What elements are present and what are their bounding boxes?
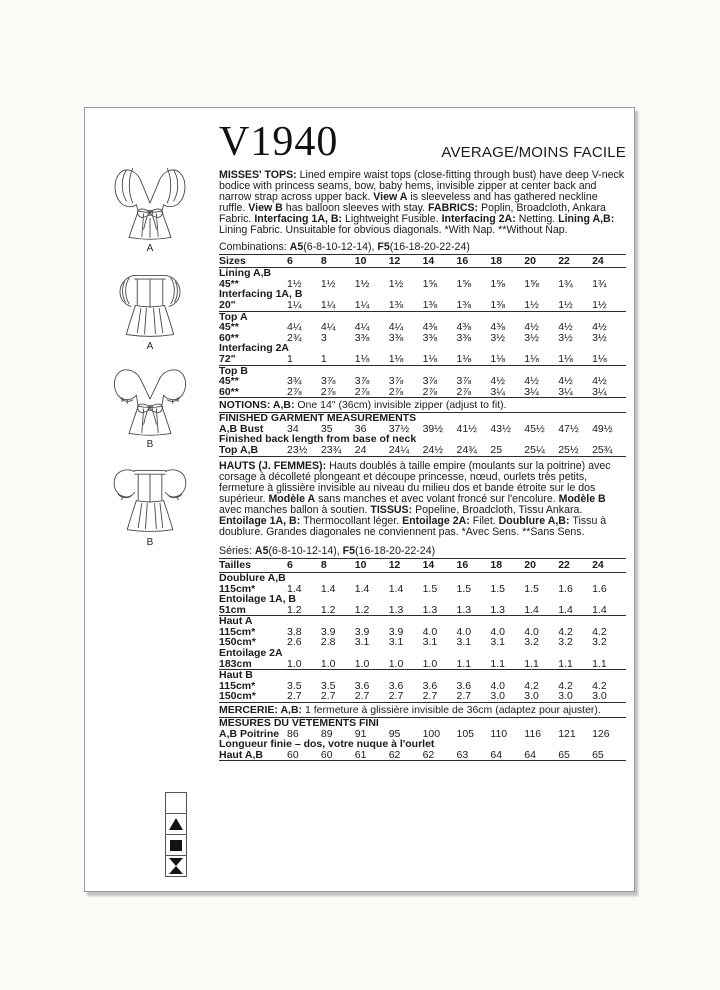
table-group (219, 729, 626, 761)
main-content-column (219, 118, 626, 761)
table-cell: 3.0 (490, 690, 505, 703)
table-cell: 1½ (592, 298, 607, 311)
table-cell: 4.0 (524, 625, 539, 638)
table-cell: 3.8 (287, 625, 302, 638)
table-cell: 1.5 (422, 582, 438, 595)
table-cell: 3⅞ (422, 375, 438, 388)
table-cell: 91 (354, 727, 367, 740)
table-cell: 3½ (592, 331, 607, 344)
table-cell: 1⅝ (524, 277, 539, 290)
column-header: 14 (422, 559, 435, 572)
table-cell: 1½ (287, 277, 302, 290)
table-cell: 4½ (592, 375, 607, 388)
table-cell: 1.5 (456, 582, 472, 595)
row-label: Top A,B (219, 444, 259, 457)
table-cell: 1⅛ (354, 352, 370, 365)
table-cell: 121 (558, 727, 576, 740)
table-cell: 1¼ (320, 298, 336, 311)
column-header: 18 (490, 254, 503, 267)
table-row (219, 750, 626, 761)
table-cell: 2⅞ (287, 385, 302, 398)
table-cell: 3⅜ (354, 331, 370, 344)
table-cell: 1 (320, 352, 327, 365)
table-cell: 1.4 (524, 603, 539, 616)
view-a-back-drawing (98, 260, 202, 340)
column-header: 8 (320, 254, 327, 267)
table-row (219, 691, 626, 702)
table-cell: 62 (422, 748, 435, 761)
series-line: Séries: A5(6-8-10-12-14), F5(16-18-20-22-24) (219, 545, 436, 558)
table-cell: 3.1 (422, 636, 438, 649)
table-cell: 1.3 (456, 603, 472, 616)
table-cell: 3.2 (524, 636, 539, 649)
table-cell: 1.3 (490, 603, 505, 616)
table-cell: 25 (490, 444, 503, 457)
table-cell: 2.7 (287, 690, 302, 703)
table-cell: 2.7 (388, 690, 404, 703)
table-cell: 1⅝ (422, 277, 438, 290)
table-cell: 3.0 (592, 690, 607, 703)
print-mark-triangle-up (165, 814, 187, 835)
table-cell: 1.0 (422, 657, 438, 670)
table-cell: 2.8 (320, 636, 336, 649)
column-header: 22 (558, 254, 570, 267)
row-label: 115cm* (219, 582, 256, 595)
table-cell: 1½ (558, 298, 573, 311)
table-cell: 1.4 (320, 582, 336, 595)
table-cell: 35 (320, 422, 333, 435)
column-header: 20 (524, 559, 536, 572)
row-label: 115cm* (219, 679, 256, 692)
table-cell: 3.6 (354, 679, 370, 692)
table-cell: 4½ (558, 321, 573, 334)
table-cell: 1.0 (388, 657, 404, 670)
table-cell: 3.6 (388, 679, 404, 692)
table-cell: 4¼ (320, 321, 336, 334)
table-cell: 1¼ (354, 298, 370, 311)
row-label: 150cm* (219, 636, 256, 649)
table-cell: 24¼ (388, 444, 410, 457)
column-header: 14 (422, 254, 435, 267)
table-cell: 24¾ (456, 444, 477, 457)
table-cell: 49½ (592, 422, 613, 435)
table-cell: 36 (354, 422, 367, 435)
table-group (219, 268, 626, 310)
column-header: 12 (388, 559, 401, 572)
section-label: Finished back length from base of neck (219, 433, 417, 446)
table-cell: 1.5 (490, 582, 505, 595)
table-group (219, 573, 626, 615)
column-header: 20 (524, 254, 536, 267)
table-cell: 39½ (422, 422, 444, 435)
table-cell: 3¼ (490, 385, 505, 398)
row-label: 45** (219, 277, 239, 290)
row-label: 45** (219, 321, 239, 334)
table-group (219, 424, 626, 456)
garment-views-column (91, 162, 209, 554)
table-cell: 24 (354, 444, 367, 457)
table-cell: 4⅜ (456, 321, 472, 334)
table-cell: 2.7 (320, 690, 336, 703)
table-cell: 3¼ (592, 385, 607, 398)
triangle-up-icon (169, 818, 183, 830)
table-cell: 1.4 (388, 582, 404, 595)
table-cell: 4½ (490, 375, 505, 388)
table-cell: 1.4 (287, 582, 302, 595)
view-b-back (91, 456, 209, 550)
table-cell: 4½ (592, 321, 607, 334)
table-cell: 100 (422, 727, 441, 740)
table-cell: 1½ (388, 277, 404, 290)
table-cell: 64 (524, 748, 536, 761)
table-cell: 1 (287, 352, 293, 365)
table-cell: 1.6 (558, 582, 573, 595)
table-cell: 1.2 (354, 603, 370, 616)
table-cell: 3½ (524, 331, 539, 344)
table-cell: 3.1 (388, 636, 404, 649)
view-a-front (91, 162, 209, 256)
table-cell: 2.7 (456, 690, 472, 703)
table-cell: 3¼ (524, 385, 539, 398)
pattern-number: V1940 (219, 119, 339, 165)
table-cell: 4¼ (388, 321, 404, 334)
table-cell: 62 (388, 748, 401, 761)
table-cell: 3.6 (422, 679, 438, 692)
table-cell: 1¼ (287, 298, 302, 311)
table-cell: 2⅞ (456, 385, 472, 398)
table-cell: 3⅜ (388, 331, 404, 344)
table-cell: 2⅞ (388, 385, 404, 398)
table-cell: 45½ (524, 422, 545, 435)
table-header-row (219, 255, 626, 269)
column-header: 8 (320, 559, 327, 572)
view-label: B (146, 439, 154, 450)
difficulty-level: AVERAGE/MOINS FACILE (441, 144, 626, 161)
table-cell: 4½ (558, 375, 573, 388)
square-icon (170, 840, 182, 851)
table-group (219, 615, 626, 669)
yardage-table-english (219, 254, 626, 399)
table-cell: 3½ (490, 331, 505, 344)
table-cell: 3.5 (287, 679, 302, 692)
print-mark-hourglass (165, 856, 187, 877)
row-label: 150cm* (219, 690, 256, 703)
table-cell: 25½ (558, 444, 579, 457)
table-cell: 1.4 (558, 603, 573, 616)
table-cell: 3.1 (456, 636, 472, 649)
table-cell: 1⅛ (388, 352, 404, 365)
table-cell: 2.7 (354, 690, 370, 703)
section-label: Lining A,B (219, 267, 272, 280)
table-cell: 1.0 (320, 657, 336, 670)
table-cell: 1⅛ (422, 352, 438, 365)
print-mark-blank (165, 792, 187, 814)
table-cell: 3⅜ (456, 331, 472, 344)
table-cell: 1.2 (320, 603, 336, 616)
table-cell: 1.1 (524, 657, 539, 670)
masthead (219, 118, 626, 164)
table-cell: 4.2 (592, 625, 607, 638)
table-cell: 1.1 (490, 657, 505, 670)
pattern-envelope-back-sheet (84, 107, 635, 892)
table-cell: 3¼ (558, 385, 573, 398)
column-header: 22 (558, 559, 570, 572)
table-row (219, 605, 626, 616)
column-header: 10 (354, 254, 367, 267)
description-english: MISSES' TOPS: Lined empire waist tops (close-fitting through bust) have deep V-neck bodice with princess seams, bow, baby hems, invisible zipper at center back and narrow strap across upper back. View A is sleeveless and has gathered neckline ruffle. View B has balloon sleeves with stay. FABRICS: Poplin, Broadcloth, Ankara Fabric. Interfacing 1A, B: Lightweight Fusible. Interfacing 2A: Netting. Lining A,B: Lining Fabric. Unsuitable for obvious diagonals. *With Nap. **Without Nap. (219, 169, 625, 237)
table-header-row (219, 559, 626, 573)
table-cell: 1.1 (592, 657, 607, 670)
table-row (219, 659, 626, 670)
view-b-back-drawing (98, 456, 202, 536)
section-label: Entoilage 1A, B (219, 593, 297, 606)
row-label: 72" (219, 352, 236, 365)
table-cell: 4.2 (558, 625, 573, 638)
table-cell: 63 (456, 748, 469, 761)
table-row (219, 445, 626, 456)
table-cell: 4.2 (558, 679, 573, 692)
table-cell: 37½ (388, 422, 410, 435)
row-label: 51cm (219, 603, 246, 616)
table-cell: 3.0 (558, 690, 573, 703)
table-cell: 43½ (490, 422, 511, 435)
table-cell: 3.1 (354, 636, 370, 649)
table-cell: 65 (558, 748, 570, 761)
view-label: A (146, 243, 154, 254)
section-label: Longueur finie – dos, votre nuque à l'ourlet (219, 738, 435, 751)
column-header: 16 (456, 254, 469, 267)
table-cell: 4.2 (524, 679, 539, 692)
finished-measurements-english (219, 413, 626, 456)
table-group (219, 365, 626, 398)
table-cell: 3.9 (320, 625, 336, 638)
table-cell: 60 (287, 748, 299, 761)
table-cell: 65 (592, 748, 604, 761)
table-cell: 95 (388, 727, 401, 740)
section-label: Top A (219, 310, 248, 323)
table-cell: 3.0 (524, 690, 539, 703)
table-cell: 2¾ (287, 331, 302, 344)
table-cell: 3⅜ (422, 331, 438, 344)
table-cell: 1½ (320, 277, 336, 290)
table-cell: 3⅞ (320, 375, 336, 388)
table-cell: 1.0 (287, 657, 302, 670)
table-cell: 110 (490, 727, 508, 740)
table-cell: 1⅜ (456, 298, 472, 311)
table-cell: 1½ (524, 298, 539, 311)
table-cell: 2⅞ (422, 385, 438, 398)
row-label: 115cm* (219, 625, 256, 638)
table-cell: 4.0 (490, 679, 505, 692)
table-cell: 25¾ (592, 444, 613, 457)
column-header: 10 (354, 559, 367, 572)
view-a-front-drawing (98, 162, 202, 242)
table-cell: 3½ (558, 331, 573, 344)
table-cell: 3⅞ (456, 375, 472, 388)
table-cell: 1⅝ (456, 277, 472, 290)
table-cell: 60 (320, 748, 333, 761)
column-header: 6 (287, 254, 293, 267)
table-cell: 1⅜ (422, 298, 438, 311)
row-label: A,B Poitrine (219, 727, 280, 740)
table-cell: 4.0 (422, 625, 438, 638)
column-header: 24 (592, 559, 604, 572)
table-cell: 1.1 (456, 657, 472, 670)
table-cell: 64 (490, 748, 503, 761)
column-header: Tailles (219, 559, 251, 572)
column-header: Sizes (219, 254, 246, 267)
table-cell: 3.9 (354, 625, 370, 638)
table-cell: 105 (456, 727, 475, 740)
table-cell: 1⅝ (490, 277, 505, 290)
row-label: 20" (219, 298, 236, 311)
row-label: Haut A,B (219, 748, 263, 761)
table-cell: 3.6 (456, 679, 472, 692)
table-row (219, 387, 626, 398)
table-cell: 1.4 (592, 603, 607, 616)
table-cell: 24½ (422, 444, 444, 457)
table-cell: 116 (524, 727, 542, 740)
column-header: 18 (490, 559, 503, 572)
table-cell: 3 (320, 331, 327, 344)
table-group (219, 311, 626, 365)
table-cell: 4½ (524, 375, 539, 388)
section-label: Interfacing 1A, B (219, 288, 303, 301)
table-row (219, 354, 626, 365)
table-cell: 2⅞ (354, 385, 370, 398)
table-cell: 47½ (558, 422, 579, 435)
print-registration-marks (165, 792, 187, 877)
table-cell: 3⅞ (388, 375, 404, 388)
table-cell: 1⅛ (592, 352, 607, 365)
row-label: A,B Bust (219, 422, 264, 435)
table-cell: 1⅛ (558, 352, 573, 365)
table-cell: 3.2 (558, 636, 573, 649)
table-cell: 2.6 (287, 636, 302, 649)
column-header: 12 (388, 254, 401, 267)
table-row (219, 300, 626, 311)
table-cell: 1½ (354, 277, 370, 290)
table-cell: 1¾ (592, 277, 607, 290)
view-label: A (146, 341, 154, 352)
table-cell: 4⅜ (490, 321, 505, 334)
table-cell: 4½ (524, 321, 539, 334)
section-label: Top B (219, 364, 248, 377)
view-label: B (146, 537, 154, 548)
table-cell: 3.2 (592, 636, 607, 649)
table-cell: 2⅞ (320, 385, 336, 398)
table-cell: 4⅜ (422, 321, 438, 334)
table-cell: 23½ (287, 444, 308, 457)
table-cell: 89 (320, 727, 333, 740)
table-cell: 1.4 (354, 582, 370, 595)
section-label: Haut A (219, 615, 253, 628)
table-cell: 4.2 (592, 679, 607, 692)
section-label: Doublure A,B (219, 571, 286, 584)
row-label: 45** (219, 375, 239, 388)
print-mark-square (165, 835, 187, 856)
column-header: 6 (287, 559, 293, 572)
table-heading: MESURES DU VÊTEMENTS FINI (219, 717, 379, 730)
table-cell: 3.9 (388, 625, 404, 638)
table-cell: 1.3 (422, 603, 438, 616)
table-cell: 1.5 (524, 582, 539, 595)
table-cell: 1⅜ (388, 298, 404, 311)
section-label: Entoilage 2A (219, 647, 283, 660)
section-label: Haut B (219, 669, 253, 682)
table-cell: 1.0 (354, 657, 370, 670)
table-cell: 41½ (456, 422, 477, 435)
finished-measurements-french (219, 718, 626, 761)
table-cell: 1.3 (388, 603, 404, 616)
table-cell: 2.7 (422, 690, 438, 703)
table-cell: 4¼ (354, 321, 370, 334)
table-group (219, 669, 626, 702)
section-label: Interfacing 2A (219, 342, 290, 355)
row-label: 183cm (219, 657, 252, 670)
table-cell: 3.1 (490, 636, 505, 649)
table-cell: 23¾ (320, 444, 342, 457)
table-cell: 3¾ (287, 375, 302, 388)
table-cell: 25¼ (524, 444, 545, 457)
row-label: 60** (219, 385, 239, 398)
table-heading: FINISHED GARMENT MEASUREMENTS (219, 412, 417, 425)
table-cell: 1⅛ (456, 352, 472, 365)
table-cell: 4.0 (490, 625, 505, 638)
table-cell: 126 (592, 727, 610, 740)
table-cell: 1⅛ (490, 352, 505, 365)
table-cell: 1⅛ (524, 352, 539, 365)
table-cell: 1.6 (592, 582, 607, 595)
table-cell: 4¼ (287, 321, 302, 334)
hourglass-icon (169, 858, 183, 874)
table-cell: 4.0 (456, 625, 472, 638)
column-header: 24 (592, 254, 604, 267)
table-cell: 1.2 (287, 603, 302, 616)
view-b-front-drawing (98, 358, 202, 438)
row-label: 60** (219, 331, 239, 344)
combinations-line: Combinations: A5(6-8-10-12-14), F5(16-18-20-22-24) (219, 240, 470, 253)
table-cell: 34 (287, 422, 299, 435)
view-b-front (91, 358, 209, 452)
table-cell: 1.1 (558, 657, 573, 670)
description-french: HAUTS (J. FEMMES): Hauts doublés à taille empire (moulants sur la poitrine) avec corsage à décolleté plongeant et découpe princesse, nœud, ourlets très petits, fermeture à glissière invisible au niveau du milieu dos et bande étroite sur le dos supérieur. Modèle A sans manches et avec volant froncé sur l'encolure. Modèle B avec manches ballon à soutien. TISSUS: Popeline, Broadcloth, Tissu Ankara. Entoilage 1A, B: Thermocollant léger. Entoilage 2A: Filet. Doublure A,B: Tissu à doublure. Grandes diagonales ne conviennent pas. *Avec Sens. **Sans Sens. (219, 459, 611, 539)
table-cell: 61 (354, 748, 367, 761)
view-a-back (91, 260, 209, 354)
mercerie-line: MERCERIE: A,B: 1 fermeture à glissière invisible de 36cm (adaptez pour ajuster). (219, 703, 626, 718)
table-cell: 3.5 (320, 679, 336, 692)
notions-line: NOTIONS: A,B: One 14" (36cm) invisible zipper (adjust to fit). (219, 398, 626, 413)
column-header: 16 (456, 559, 469, 572)
table-cell: 86 (287, 727, 299, 740)
yardage-table-french (219, 558, 626, 703)
table-cell: 3⅞ (354, 375, 370, 388)
table-cell: 1¾ (558, 277, 573, 290)
table-cell: 1⅜ (490, 298, 505, 311)
